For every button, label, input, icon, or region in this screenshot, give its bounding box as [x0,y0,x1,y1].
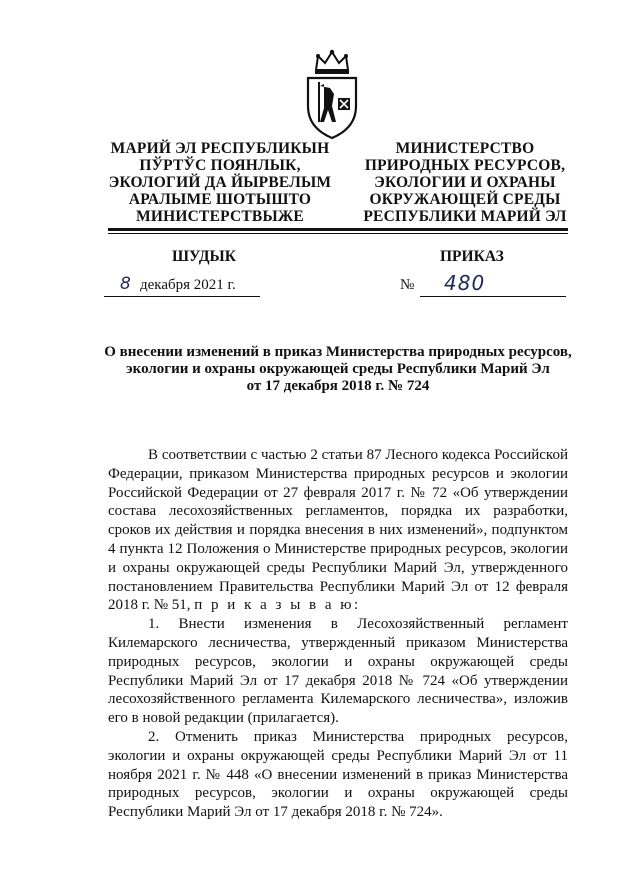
title-line: от 17 декабря 2018 г. № 724 [246,378,430,394]
date-handwritten-day: 8 [120,274,131,294]
crown-icon [316,52,348,70]
header-line: ПЎРТЎС ПОЯНЛЫК, [139,157,301,174]
header-divider-thick [108,228,568,231]
number-label: № [400,277,415,293]
header-russian-block [340,140,590,225]
header-line: АРАЛЫМЕ ШОТЫШТО [128,191,312,208]
item-2-paragraph: 2. Отменить приказ Министерства природных ресурсов, экологии и охраны окружающей среды Республики Марий Эл от 11 ноября 2021 г. № 448 «О внесении изменений в приказ Министерства природных ресурсов, экологии и охраны окружающей среды Республики Марий Эл от 17 декабря 2018 г. № 724». [108,728,568,821]
doc-type-russian: ПРИКАЗ [440,248,504,265]
document-body [108,446,568,822]
header-line: ПРИРОДНЫХ РЕСУРСОВ, [364,157,566,174]
document-title [90,344,586,395]
header-line: РЕСПУБЛИКИ МАРИЙ ЭЛ [363,208,567,225]
item-1-paragraph: 1. Внести изменения в Лесохозяйственный регламент Килемарского лесничества, утвержденный приказом Министерства природных ресурсов, экологии и охраны окружающей среды Республики Марий Эл от 17 декабря 2018 № 724 «Об утверждении лесохозяйственного регламента Килемарского лесничества», изложив его в новой редакции (прилагается). [108,616,568,727]
title-line: экологии и охраны окружающей среды Республики Марий Эл [126,361,550,377]
number-field [420,271,566,297]
header-line: МАРИЙ ЭЛ РЕСПУБЛИКЫН [110,140,330,157]
date-field [104,274,260,297]
order-word: п р и к а з ы в а ю: [194,597,361,614]
date-printed: декабря 2021 г. [140,277,236,293]
preamble-text: В соответствии с частью 2 статьи 87 Лесного кодекса Российской Федерации, приказом Министерства природных ресурсов и экологии Российской Федерации от 27 февраля 2017 г. № 72 «Об утверждении состава лесохозяйственных регламентов, порядка их разработки, сроков их действия и порядка внесения в них изменений», подпунктом 4 пункта 12 Положения о Министерстве природных ресурсов, экологии и охраны окружающей среды Республики Марий Эл, утвержденного постановлением Правительства Республики Марий Эл от 12 февраля 2018 г. № 51, [108,447,568,614]
header-line: МИНИСТЕРСТВЫЖЕ [136,208,304,225]
preamble-paragraph [108,446,568,615]
header-line: ОКРУЖАЮЩЕЙ СРЕДЫ [369,191,561,208]
header-line: ЭКОЛОГИИ И ОХРАНЫ [374,174,556,191]
doc-type-mari: ШУДЫК [172,248,236,265]
coat-of-arms-emblem [302,48,362,140]
header-mari-block [95,140,345,225]
number-handwritten: 480 [444,271,486,295]
header-line: ЭКОЛОГИЙ ДА ЙЫРВЕЛЫМ [108,174,332,191]
header-line: МИНИСТЕРСТВО [395,140,535,157]
title-line: О внесении изменений в приказ Министерства природных ресурсов, [104,344,572,360]
header-divider-thin [108,233,568,234]
